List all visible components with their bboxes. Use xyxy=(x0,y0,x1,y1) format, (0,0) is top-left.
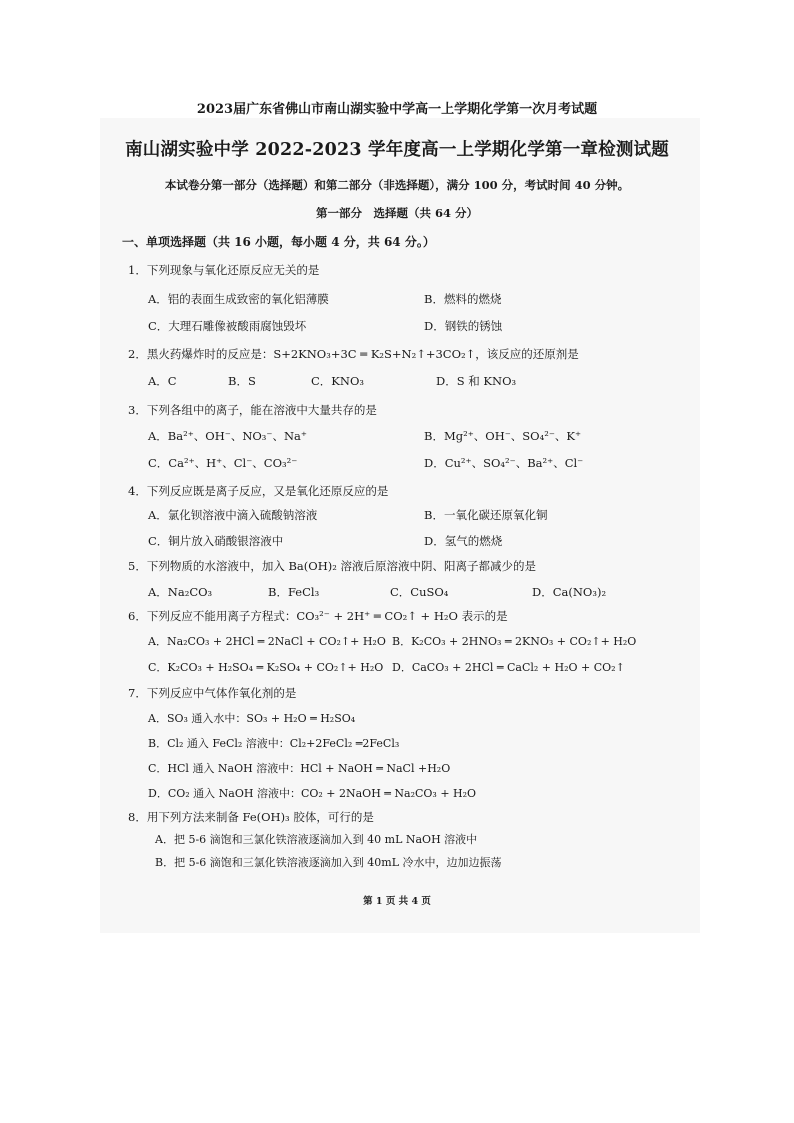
question-8-option-b: B．把 5-6 滴饱和三氯化铁溶液逐滴加入到 40mL 冷水中，边加边振荡 xyxy=(155,856,502,869)
question-1-option-a: A．铝的表面生成致密的氧化铝薄膜 xyxy=(148,292,329,306)
page-footer: 第 1 页 共 4 页 xyxy=(363,896,431,907)
question-5-stem: 5．下列物质的水溶液中，加入 Ba(OH)₂ 溶液后原溶液中阴、阳离子都减少的是 xyxy=(128,559,536,573)
document-title: 2023届广东省佛山市南山湖实验中学高一上学期化学第一次月考试题 xyxy=(196,102,598,117)
question-1-option-d: D．钢铁的锈蚀 xyxy=(424,319,503,333)
part-one-title: 第一部分 选择题（共 64 分） xyxy=(315,206,478,220)
question-3-stem: 3．下列各组中的离子，能在溶液中大量共存的是 xyxy=(128,403,377,417)
question-7-option-d: D．CO₂ 通入 NaOH 溶液中：CO₂ + 2NaOH ═ Na₂CO₃ + H₂O xyxy=(148,787,477,800)
question-4-option-b: B．一氧化碳还原氧化铜 xyxy=(424,508,548,522)
question-4-option-d: D．氢气的燃烧 xyxy=(424,534,503,548)
question-5-option-a: A．Na₂CO₃ xyxy=(148,585,213,599)
question-4-stem: 4．下列反应既是离子反应，又是氧化还原反应的是 xyxy=(128,484,389,498)
question-2-option-d: D．S 和 KNO₃ xyxy=(436,374,517,388)
question-6-option-b: B．K₂CO₃ + 2HNO₃ ═ 2KNO₃ + CO₂↑+ H₂O xyxy=(392,635,637,648)
question-4-option-a: A．氯化钡溶液中滴入硫酸钠溶液 xyxy=(148,508,318,522)
question-7-option-c: C．HCl 通入 NaOH 溶液中：HCl + NaOH ═ NaCl +H₂O xyxy=(148,762,451,775)
section-title: 一、单项选择题（共 16 小题，每小题 4 分，共 64 分。） xyxy=(122,235,435,249)
question-3-option-c: C．Ca²⁺、H⁺、Cl⁻、CO₃²⁻ xyxy=(148,456,298,470)
question-5-option-b: B．FeCl₃ xyxy=(268,585,320,599)
exam-title: 南山湖实验中学 2022-2023 学年度高一上学期化学第一章检测试题 xyxy=(125,140,669,160)
question-2-stem: 2．黑火药爆炸时的反应是：S+2KNO₃+3C ═ K₂S+N₂↑+3CO₂↑，该反应的还原剂是 xyxy=(128,347,579,361)
question-6-stem: 6．下列反应不能用离子方程式：CO₃²⁻ + 2H⁺ ═ CO₂↑ + H₂O 表示的是 xyxy=(128,609,508,623)
question-1-stem: 1．下列现象与氧化还原反应无关的是 xyxy=(128,263,320,277)
question-5-option-d: D．Ca(NO₃)₂ xyxy=(532,585,607,599)
question-6-option-a: A．Na₂CO₃ + 2HCl ═ 2NaCl + CO₂↑+ H₂O xyxy=(148,635,386,648)
question-2-option-b: B．S xyxy=(228,374,256,388)
question-7-option-a: A．SO₃ 通入水中：SO₃ + H₂O ═ H₂SO₄ xyxy=(148,712,356,725)
question-2-option-c: C．KNO₃ xyxy=(311,374,364,388)
question-8-stem: 8．用下列方法来制备 Fe(OH)₃ 胶体，可行的是 xyxy=(128,810,374,824)
question-3-option-b: B．Mg²⁺、OH⁻、SO₄²⁻、K⁺ xyxy=(424,429,582,443)
question-7-stem: 7．下列反应中气体作氧化剂的是 xyxy=(128,686,297,700)
question-1-option-b: B．燃料的燃烧 xyxy=(424,292,502,306)
question-2-option-a: A．C xyxy=(148,374,177,388)
question-1-option-c: C．大理石雕像被酸雨腐蚀毁坏 xyxy=(148,319,307,333)
question-4-option-c: C．铜片放入硝酸银溶液中 xyxy=(148,534,284,548)
question-6-option-c: C．K₂CO₃ + H₂SO₄ ═ K₂SO₄ + CO₂↑+ H₂O xyxy=(148,661,384,674)
question-6-option-d: D．CaCO₃ + 2HCl ═ CaCl₂ + H₂O + CO₂↑ xyxy=(392,661,625,674)
question-5-option-c: C．CuSO₄ xyxy=(390,585,449,599)
exam-instructions: 本试卷分第一部分（选择题）和第二部分（非选择题），满分 100 分，考试时间 40 分钟。 xyxy=(164,178,630,192)
question-8-option-a: A．把 5-6 滴饱和三氯化铁溶液逐滴加入到 40 mL NaOH 溶液中 xyxy=(155,833,478,846)
question-3-option-a: A．Ba²⁺、OH⁻、NO₃⁻、Na⁺ xyxy=(148,429,307,443)
question-3-option-d: D．Cu²⁺、SO₄²⁻、Ba²⁺、Cl⁻ xyxy=(424,456,584,470)
question-7-option-b: B．Cl₂ 通入 FeCl₂ 溶液中：Cl₂+2FeCl₂ ═2FeCl₃ xyxy=(148,737,400,750)
